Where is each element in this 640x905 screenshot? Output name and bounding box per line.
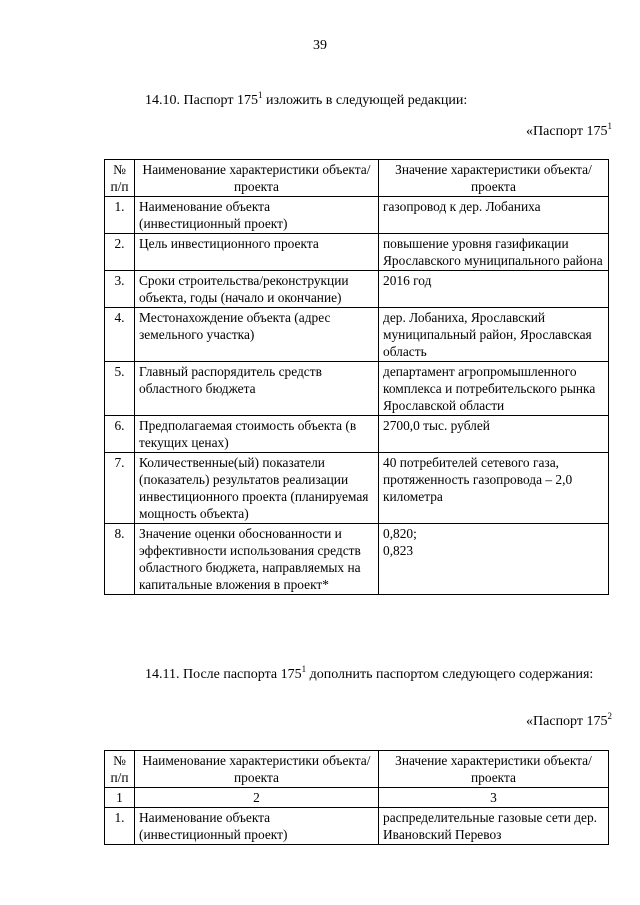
header-num: № п/п [105, 160, 135, 197]
row-number: 7. [105, 453, 135, 524]
column-index: 2 [135, 788, 379, 808]
row-characteristic-name: Местонахождение объекта (адрес земельного участка) [135, 308, 379, 362]
table-row [105, 362, 609, 416]
table-header-row [105, 160, 609, 197]
row-characteristic-name: Наименование объекта (инвестиционный проект) [135, 808, 379, 845]
table-row [105, 197, 609, 234]
header-value: Значение характеристики объекта/проекта [379, 751, 609, 788]
passport-175-2-heading: «Паспорт $175^2$ [526, 711, 612, 729]
row-characteristic-value: распределительные газовые сети дер. Ивановский Перевоз [379, 808, 609, 845]
table-row [105, 308, 609, 362]
row-characteristic-value: департамент агропромышленного комплекса и потребительского рынка Ярославской области [379, 362, 609, 416]
row-number: 4. [105, 308, 135, 362]
table-row [105, 234, 609, 271]
passport-175-2-table [104, 750, 609, 845]
row-number: 1. [105, 197, 135, 234]
row-characteristic-name: Предполагаемая стоимость объекта (в текущих ценах) [135, 416, 379, 453]
row-characteristic-value: 40 потребителей сетевого газа, протяженность газопровода – 2,0 километра [379, 453, 609, 524]
row-characteristic-name: Значение оценки обоснованности и эффективности использования средств областного бюджета, направляемых на капитальные вложения в проект* [135, 524, 379, 595]
table-row [105, 416, 609, 453]
passport-175-1-table [104, 159, 609, 595]
passport-175-1-table-body [105, 197, 609, 595]
table-row [105, 808, 609, 845]
row-number: 6. [105, 416, 135, 453]
row-characteristic-name: Сроки строительства/реконструкции объекта, годы (начало и окончание) [135, 271, 379, 308]
row-characteristic-value: газопровод к дер. Лобаниха [379, 197, 609, 234]
row-characteristic-value: дер. Лобаниха, Ярославский муниципальный район, Ярославская область [379, 308, 609, 362]
row-number: 8. [105, 524, 135, 595]
row-characteristic-value: 2700,0 тыс. рублей [379, 416, 609, 453]
table-row [105, 524, 609, 595]
row-characteristic-value: 0,820; 0,823 [379, 524, 609, 595]
row-number: 5. [105, 362, 135, 416]
header-num: № п/п [105, 751, 135, 788]
table-row [105, 271, 609, 308]
column-index: 1 [105, 788, 135, 808]
page-number: 39 [313, 38, 327, 53]
header-name: Наименование характеристики объекта/проекта [135, 160, 379, 197]
table-row [105, 453, 609, 524]
row-characteristic-value: повышение уровня газификации Ярославского муниципального района [379, 234, 609, 271]
passport-175-1-heading: «Паспорт $175^1$ [526, 121, 612, 139]
section-14-11-text: 14.11. После паспорта $175^1$ дополнить паспортом следующего содержания: [145, 664, 594, 682]
header-value: Значение характеристики объекта/проекта [379, 160, 609, 197]
row-number: 1. [105, 808, 135, 845]
row-number: 2. [105, 234, 135, 271]
row-characteristic-name: Количественные(ый) показатели (показатель) результатов реализации инвестиционного проекта (планируемая мощность объекта) [135, 453, 379, 524]
row-characteristic-value: 2016 год [379, 271, 609, 308]
row-number: 3. [105, 271, 135, 308]
column-index: 3 [379, 788, 609, 808]
passport-175-2-table-body [105, 808, 609, 845]
table-header-row [105, 751, 609, 788]
column-index-row [105, 788, 609, 808]
header-name: Наименование характеристики объекта/проекта [135, 751, 379, 788]
section-14-10-text: 14.10. Паспорт $175^1$ изложить в следующей редакции: [145, 90, 468, 108]
row-characteristic-name: Главный распорядитель средств областного бюджета [135, 362, 379, 416]
row-characteristic-name: Наименование объекта (инвестиционный проект) [135, 197, 379, 234]
row-characteristic-name: Цель инвестиционного проекта [135, 234, 379, 271]
